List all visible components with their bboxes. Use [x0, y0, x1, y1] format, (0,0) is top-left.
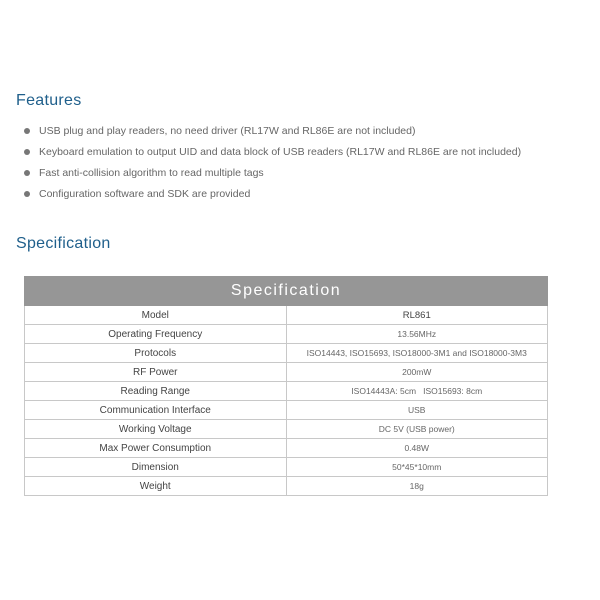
feature-item — [24, 121, 521, 142]
bullet-icon — [24, 128, 30, 134]
spec-value: 200mW — [286, 363, 548, 382]
table-row — [25, 325, 548, 344]
table-row — [25, 477, 548, 496]
feature-item — [24, 163, 521, 184]
spec-value: 18g — [286, 477, 548, 496]
features-heading: Features — [16, 92, 82, 109]
spec-param: Max Power Consumption — [25, 439, 287, 458]
table-row — [25, 344, 548, 363]
spec-param: RF Power — [25, 363, 287, 382]
feature-text: USB plug and play readers, no need driver (RL17W and RL86E are not included) — [39, 125, 416, 137]
spec-value: DC 5V (USB power) — [286, 420, 548, 439]
spec-param: Operating Frequency — [25, 325, 287, 344]
bullet-icon — [24, 149, 30, 155]
bullet-icon — [24, 170, 30, 176]
table-row — [25, 401, 548, 420]
spec-param: Protocols — [25, 344, 287, 363]
table-header-row — [25, 277, 548, 306]
spec-value: RL861 — [286, 306, 548, 325]
specification-table — [24, 276, 548, 496]
spec-value: ISO14443, ISO15693, ISO18000-3M1 and ISO18000-3M3 — [286, 344, 548, 363]
bullet-icon — [24, 191, 30, 197]
spec-value: 0.48W — [286, 439, 548, 458]
table-title: Specification — [25, 277, 548, 306]
table-row — [25, 420, 548, 439]
table-row — [25, 306, 548, 325]
spec-param: Weight — [25, 477, 287, 496]
table-row — [25, 363, 548, 382]
feature-text: Keyboard emulation to output UID and data block of USB readers (RL17W and RL86E are not included) — [39, 146, 522, 158]
table-row — [25, 439, 548, 458]
table-row — [25, 382, 548, 401]
spec-value: USB — [286, 401, 548, 420]
feature-item — [24, 184, 521, 205]
spec-param: Model — [25, 306, 287, 325]
feature-text: Configuration software and SDK are provided — [39, 188, 251, 200]
spec-param: Communication Interface — [25, 401, 287, 420]
table-row — [25, 458, 548, 477]
feature-item — [24, 142, 521, 163]
feature-text: Fast anti-collision algorithm to read multiple tags — [39, 167, 264, 179]
spec-param: Reading Range — [25, 382, 287, 401]
feature-list — [24, 121, 521, 205]
spec-value: 13.56MHz — [286, 325, 548, 344]
spec-param: Dimension — [25, 458, 287, 477]
spec-value: ISO14443A: 5cm ISO15693: 8cm — [286, 382, 548, 401]
spec-param: Working Voltage — [25, 420, 287, 439]
spec-value: 50*45*10mm — [286, 458, 548, 477]
specification-heading: Specification — [16, 235, 111, 252]
